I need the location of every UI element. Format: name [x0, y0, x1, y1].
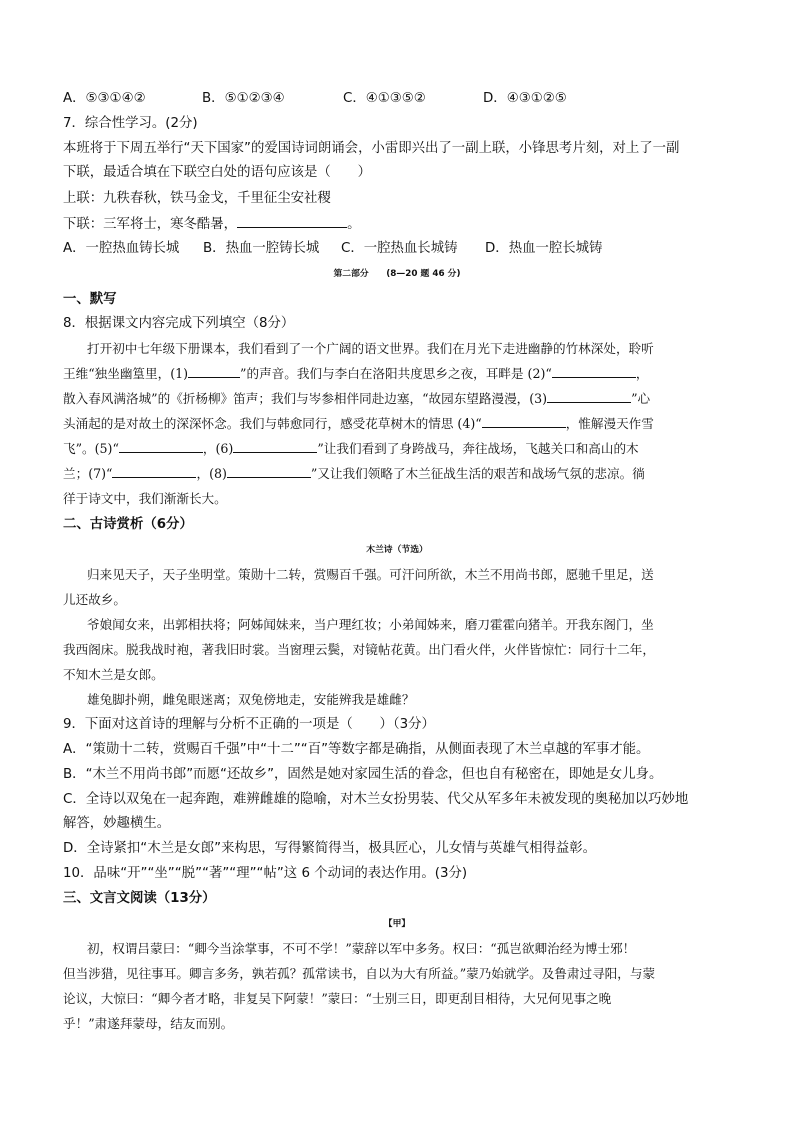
q8-blank-5[interactable]	[119, 440, 203, 453]
section2-heading: 二、古诗赏析（6分）	[63, 517, 193, 532]
q8-title: 8．根据课文内容完成下列填空（8分）	[63, 316, 295, 331]
q7-upper-couplet: 上联：九秩春秋，铁马金戈，千里征尘安社稷	[63, 191, 331, 206]
q9-option-c-line2: 解答，妙趣横生。	[63, 816, 171, 831]
poem-title: 木兰诗（节选）	[366, 545, 428, 555]
passage-jia-line1: 初，权谓吕蒙曰：“卿今当涂掌事，不可不学！”蒙辞以军中多务。权曰：“孤岂欲卿治经为博士邪！	[87, 941, 636, 956]
q6-option-a: A．⑤③①④②	[63, 91, 146, 106]
q9-option-c-line1: C．全诗以双兔在一起奔跑，难辨雌雄的隐喻，对木兰女扮男装、代父从军多年未被发现的奥秘加以巧妙地	[63, 792, 689, 807]
part2-heading: 第二部分 (8—20 题 46 分)	[333, 269, 461, 279]
q7-stem-line2: 下联，最适合填在下联空白处的语句应该是（ ）	[63, 165, 371, 180]
section1-heading: 一、默写	[63, 292, 117, 307]
q7-lower-text: 下联：三军将士，寒冬酷暑，	[63, 217, 238, 232]
passage-jia-line4: 乎！”肃遂拜蒙母，结友而别。	[63, 1016, 234, 1031]
poem-p1-line1: 归来见天子，天子坐明堂。策勋十二转，赏赐百千强。可汗问所欲，木兰不用尚书郎，愿驰千里足，送	[87, 567, 654, 582]
q7-option-c: C．一腔热血长城铸	[341, 241, 458, 256]
poem-p3: 雄兔脚扑朔，雌兔眼迷离；双兔傍地走，安能辨我是雄雌？	[87, 692, 415, 707]
q6-option-d: D．④③①②⑤	[483, 91, 567, 106]
q8-blank-3[interactable]	[547, 390, 631, 403]
q8-line2-c: ，	[635, 366, 649, 381]
q6-option-b: B．⑤①②③④	[202, 91, 285, 106]
q8-line4-a: 头涌起的是对故土的深深怀念。我们与韩愈同行，感受花草树木的情思 (4)“	[63, 416, 482, 431]
q7-option-d: D．热血一腔长城铸	[485, 241, 603, 256]
q8-line6	[63, 465, 645, 483]
q8-line2-b: ”的声音。我们与李白在洛阳共度思乡之夜，耳畔是 (2)“	[240, 366, 552, 381]
q8-blank-4[interactable]	[482, 415, 566, 428]
q8-line6-c: ”又让我们领略了木兰征战生活的艰苦和战场气氛的悲凉。徜	[310, 466, 645, 481]
q7-stem-line1: 本班将于下周五举行“天下国家”的爱国诗词朗诵会，小雷即兴出了一副上联，小锋思考片刻，对上了一副	[63, 141, 680, 156]
q8-line5-c: ”让我们看到了身跨战马，奔往战场，飞越关口和高山的木	[317, 441, 639, 456]
q7-option-a: A．一腔热血铸长城	[63, 241, 180, 256]
q7-lower-end: 。	[347, 217, 361, 232]
q8-line2-a: 王维“独坐幽篁里，(1)	[63, 366, 189, 381]
q9-title: 9．下面对这首诗的理解与分析不正确的一项是（ ）（3分）	[63, 717, 435, 732]
q8-line3	[63, 390, 650, 408]
q7-answer-blank[interactable]	[237, 215, 347, 228]
q8-blank-7[interactable]	[112, 465, 196, 478]
q8-blank-2[interactable]	[552, 365, 636, 378]
q7-option-b: B．热血一腔铸长城	[203, 241, 320, 256]
q7-options	[63, 240, 602, 258]
q8-blank-8[interactable]	[227, 465, 311, 478]
poem-p2-line1: 爷娘闻女来，出郭相扶将；阿姊闻妹来，当户理红妆；小弟闻姊来，磨刀霍霍向猪羊。开我东阁门，坐	[87, 617, 654, 632]
q8-line3-b: ”心	[631, 391, 651, 406]
passage-jia-label: 【甲】	[383, 919, 411, 929]
q8-line6-a: 兰；(7)“	[63, 466, 113, 481]
poem-p2-line2: 我西阁床。脱我战时袍，著我旧时裳。当窗理云鬓，对镜帖花黄。出门看火伴，火伴皆惊忙：同行十二年，	[63, 642, 655, 657]
q9-option-b: B．“木兰不用尚书郎”而愿“还故乡”，固然是她对家园生活的眷念，但也自有秘密在，即她是女儿身。	[63, 767, 663, 782]
poem-p2-line3: 不知木兰是女郎。	[63, 667, 164, 682]
q6-options	[63, 90, 567, 108]
q8-line4-b: ，惟解漫天作雪	[565, 416, 654, 431]
q10-title: 10．品味“开”“坐”“脱”“著”“理”“帖”这 6 个动词的表达作用。(3分)	[63, 866, 468, 881]
q8-line3-a: 散入春风满洛城”的《折杨柳》笛声；我们与岑参相伴同赴边塞，“故园东望路漫漫，(3)	[63, 391, 548, 406]
q7-title: 7．综合性学习。(2分)	[63, 116, 198, 131]
q9-option-a: A．“策勋十二转，赏赐百千强”中“十二”“百”等数字都是确指，从侧面表现了木兰卓越的军事才能。	[63, 742, 650, 757]
q9-option-d: D．全诗紧扣“木兰是女郎”来构思，写得繁简得当，极具匠心，儿女情与英雄气相得益彰。	[63, 841, 597, 856]
q6-option-c: C．④①③⑤②	[343, 91, 426, 106]
q8-line4	[63, 415, 654, 433]
q8-blank-1[interactable]	[188, 365, 240, 378]
passage-jia-line2: 但当涉猎，见往事耳。卿言多务，孰若孤？孤常读书，自以为大有所益。”蒙乃始就学。及鲁肃过寻阳，与蒙	[63, 966, 656, 981]
poem-p1-line2: 儿还故乡。	[63, 592, 126, 607]
q8-line6-b: ，(8)	[196, 466, 227, 481]
q7-lower-couplet	[63, 215, 360, 234]
passage-jia-line3: 论议，大惊曰：“卿今者才略，非复吴下阿蒙！”蒙曰：“士别三日，即更刮目相待，大兄何见事之晚	[63, 991, 612, 1006]
q8-line7: 徉于诗文中，我们渐渐长大。	[63, 491, 227, 506]
q8-line1: 打开初中七年级下册课本，我们看到了一个广阔的语文世界。我们在月光下走进幽静的竹林深处，聆听	[87, 341, 654, 356]
q8-line5-a: 飞”。(5)“	[63, 441, 119, 456]
q8-blank-6[interactable]	[233, 440, 317, 453]
section3-heading: 三、文言文阅读（13分）	[63, 891, 216, 906]
q8-line5-b: ，(6)	[202, 441, 234, 456]
q8-line2	[63, 365, 648, 383]
q8-line5	[63, 440, 639, 458]
